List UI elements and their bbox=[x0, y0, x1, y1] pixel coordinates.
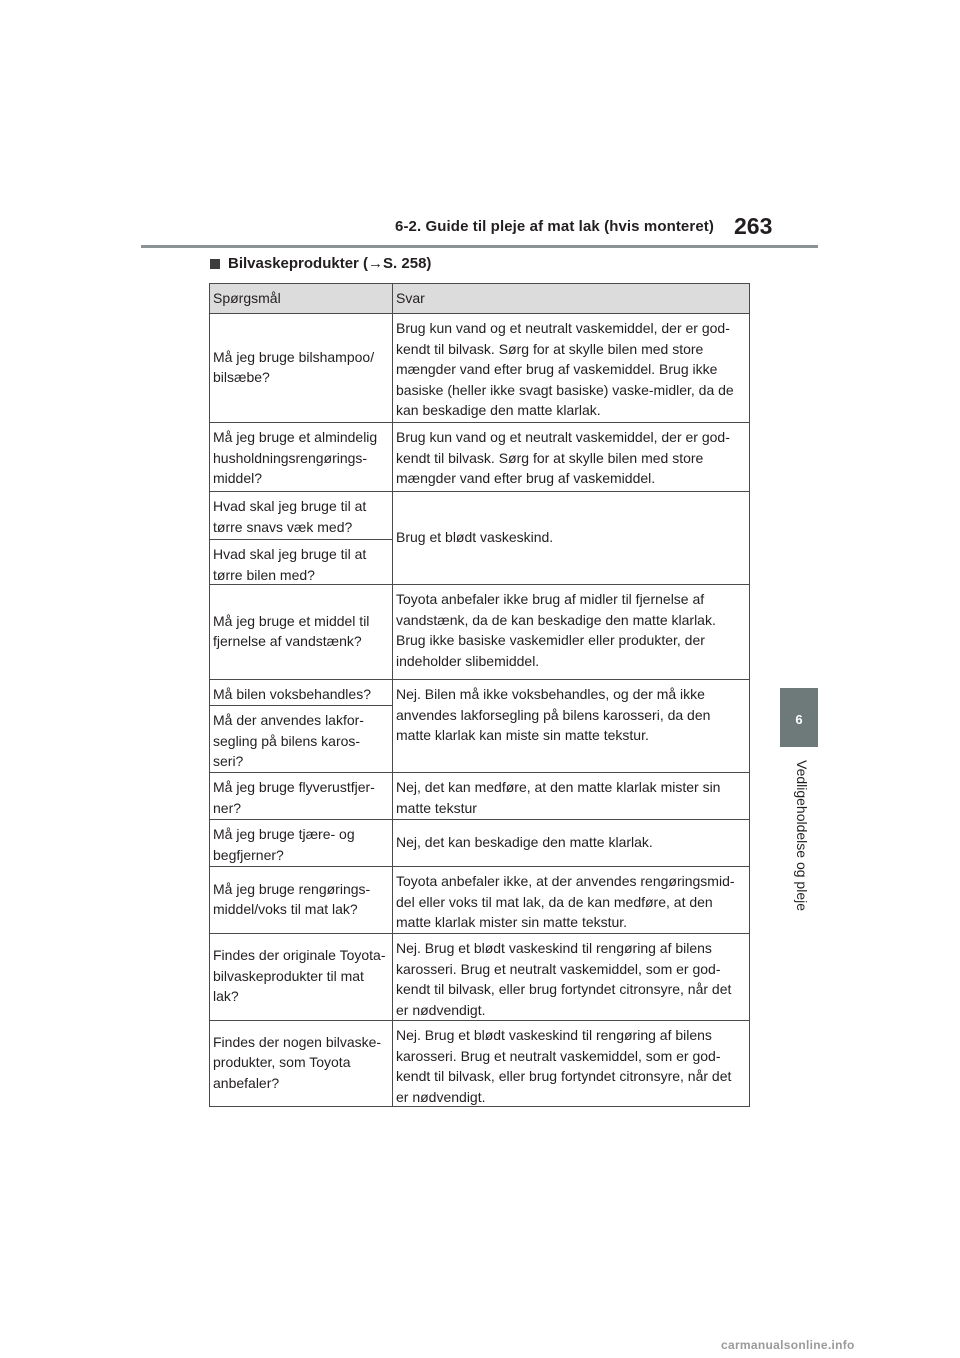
square-bullet-icon bbox=[210, 259, 220, 269]
section-heading bbox=[210, 255, 431, 272]
table-cell-answer: Nej. Bilen må ikke voksbehandles, og der må ikke anvendes lakforsegling på bilens karosseri, da den matte klarlak kan miste sin matte tekstur. bbox=[393, 680, 750, 773]
table-cell-answer: Nej. Brug et blødt vaskeskind til rengøring af bilens karosseri. Brug et neutralt vaskemiddel, som er god-kendt til bilvask, eller brug fortyndet citronsyre, når det er nødvendigt. bbox=[393, 934, 750, 1021]
table-cell-answer: Brug kun vand og et neutralt vaskemiddel, der er god-kendt til bilvask. Sørg for at skylle bilen med store mængder vand efter brug af vaskemiddel. bbox=[393, 423, 750, 492]
table-cell-answer: Toyota anbefaler ikke, at der anvendes rengøringsmid-del eller voks til mat lak, da de kan medføre, at den matte klarlak mister sin matte tekstur. bbox=[393, 867, 750, 934]
table-cell-question: Må jeg bruge et middel til fjernelse af vandstænk? bbox=[210, 585, 393, 680]
table-cell-answer: Nej, det kan medføre, at den matte klarlak mister sin matte tekstur bbox=[393, 773, 750, 820]
page-number: 263 bbox=[734, 213, 773, 239]
chapter-tab-number: 6 bbox=[795, 712, 803, 727]
table-cell-question: Må bilen voksbehandles? bbox=[210, 680, 393, 706]
table-cell-answer: Nej. Brug et blødt vaskeskind til rengøring af bilens karosseri. Brug et neutralt vaskemiddel, som er god-kendt til bilvask, eller brug fortyndet citronsyre, når det er nødvendigt. bbox=[393, 1021, 750, 1107]
table-cell-question: Må jeg bruge rengørings-middel/voks til mat lak? bbox=[210, 867, 393, 934]
table-cell-answer: Brug kun vand og et neutralt vaskemiddel, der er god-kendt til bilvask. Sørg for at skylle bilen med store mængder vand efter brug af vaskemiddel. Brug ikke basiske (heller ikke svagt basiske) vaske-midler, da de kan beskadige den matte klarlak. bbox=[393, 314, 750, 423]
header-divider bbox=[141, 245, 818, 248]
table-cell-question: Findes der originale Toyota-bilvaskeprodukter til mat lak? bbox=[210, 934, 393, 1021]
table-cell-question: Må jeg bruge bilshampoo/ bilsæbe? bbox=[210, 314, 393, 423]
table-cell-question: Hvad skal jeg bruge til at tørre bilen med? bbox=[210, 540, 393, 585]
faq-table bbox=[209, 283, 750, 1107]
table-cell-answer: Nej, det kan beskadige den matte klarlak. bbox=[393, 820, 750, 867]
watermark: carmanualsonline.info bbox=[721, 1338, 855, 1352]
table-cell-answer: Toyota anbefaler ikke brug af midler til fjernelse af vandstænk, da de kan beskadige den matte klarlak. Brug ikke basiske vaskemidler eller produkter, der indeholder slibemiddel. bbox=[393, 585, 750, 680]
table-header-question: Spørgsmål bbox=[210, 284, 393, 314]
table-cell-question: Hvad skal jeg bruge til at tørre snavs væk med? bbox=[210, 492, 393, 540]
table-cell-question: Må jeg bruge tjære- og begfjerner? bbox=[210, 820, 393, 867]
section-title: Bilvaskeprodukter (→S. 258) bbox=[228, 255, 432, 272]
table-cell-question: Må jeg bruge flyverustfjer-ner? bbox=[210, 773, 393, 820]
table-cell-answer: Brug et blødt vaskeskind. bbox=[393, 492, 750, 585]
table-cell-question: Findes der nogen bilvaske-produkter, som Toyota anbefaler? bbox=[210, 1021, 393, 1107]
chapter-tab-label: Vedligeholdelse og pleje bbox=[794, 760, 810, 912]
table-header-answer: Svar bbox=[393, 284, 750, 314]
table-cell-question: Må jeg bruge et almindelig husholdningsrengørings-middel? bbox=[210, 423, 393, 492]
table-cell-question: Må der anvendes lakfor-segling på bilens karos-seri? bbox=[210, 706, 393, 773]
chapter-title: 6-2. Guide til pleje af mat lak (hvis monteret) bbox=[395, 218, 714, 235]
